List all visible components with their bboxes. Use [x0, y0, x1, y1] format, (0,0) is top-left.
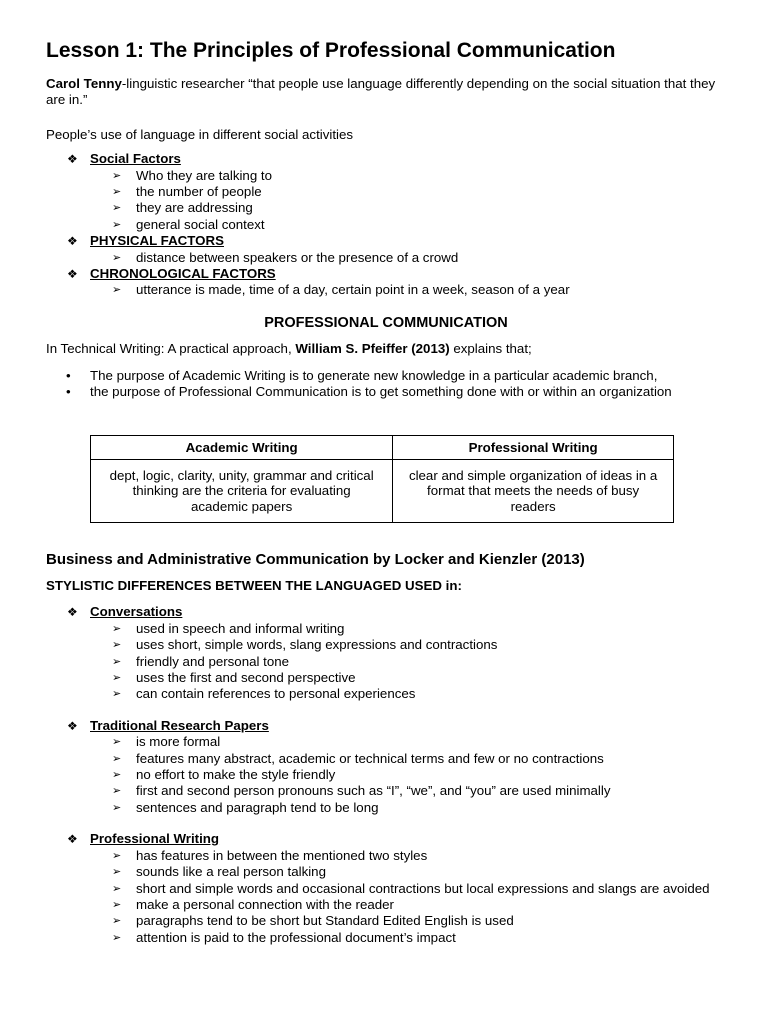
author-name: William S. Pfeiffer (2013) [295, 341, 450, 357]
arrow-bullet-icon: ➢ [112, 622, 122, 635]
table-cell: dept, logic, clarity, unity, grammar and critical thinking are the criteria for evaluating academic papers [91, 460, 393, 523]
factor-label: Social Factors [90, 151, 181, 167]
styles-list [46, 604, 726, 946]
arrow-bullet-icon: ➢ [112, 169, 122, 182]
list-item: ➢ the number of people [112, 184, 262, 200]
purpose-list [46, 368, 726, 401]
arrow-bullet-icon: ➢ [112, 801, 122, 814]
list-item: ➢ utterance is made, time of a day, certain point in a week, season of a year [112, 282, 570, 298]
factor-category [46, 233, 726, 249]
factors-list [46, 151, 726, 299]
diamond-bullet-icon: ❖ [67, 152, 78, 167]
list-item: • the purpose of Professional Communication is to get something done with or within an organization [66, 384, 672, 400]
style-items [46, 734, 726, 816]
factor-label: CHRONOLOGICAL FACTORS [90, 266, 276, 282]
arrow-bullet-icon: ➢ [112, 202, 122, 215]
list-item: ➢ paragraphs tend to be short but Standard Edited English is used [112, 913, 514, 929]
arrow-bullet-icon: ➢ [112, 866, 122, 879]
bullet-icon: • [66, 384, 71, 400]
factor-category [46, 151, 726, 167]
list-item: ➢ used in speech and informal writing [112, 620, 345, 636]
table-row [91, 460, 674, 523]
section-heading: PROFESSIONAL COMMUNICATION [264, 314, 508, 331]
arrow-bullet-icon: ➢ [112, 251, 122, 264]
style-items [46, 848, 726, 946]
author-name: Carol Tenny [46, 76, 122, 91]
style-items [46, 621, 726, 703]
diamond-bullet-icon: ❖ [67, 234, 78, 249]
diamond-bullet-icon: ❖ [67, 267, 78, 282]
list-item: ➢ no effort to make the style friendly [112, 767, 336, 783]
arrow-bullet-icon: ➢ [112, 218, 122, 231]
arrow-bullet-icon: ➢ [112, 849, 122, 862]
factor-items [46, 168, 726, 234]
arrow-bullet-icon: ➢ [112, 688, 122, 701]
arrow-bullet-icon: ➢ [112, 186, 122, 199]
style-label: Professional Writing [90, 831, 220, 847]
bullet-icon: • [66, 367, 71, 383]
table-header-row [91, 435, 674, 460]
page-title: Lesson 1: The Principles of Professional Communication [46, 39, 616, 62]
list-item: ➢ is more formal [112, 734, 221, 750]
style-category [46, 604, 726, 620]
list-item: ➢ has features in between the mentioned two styles [112, 847, 428, 863]
arrow-bullet-icon: ➢ [112, 639, 122, 652]
table-header: Academic Writing [91, 435, 393, 460]
pfeiffer-paragraph: In Technical Writing: A practical approach, William S. Pfeiffer (2013) explains that; [46, 341, 532, 357]
list-item: ➢ first and second person pronouns such as “I”, “we”, and “you” are used minimally [112, 783, 611, 799]
factor-label: PHYSICAL FACTORS [90, 233, 224, 249]
list-item: • The purpose of Academic Writing is to generate new knowledge in a particular academic branch, [66, 367, 658, 383]
document-page [46, 38, 726, 946]
section-title: Business and Administrative Communication by Locker and Kienzler (2013) [46, 551, 585, 568]
subsection-title: STYLISTIC DIFFERENCES BETWEEN THE LANGUAGED USED in: [46, 578, 462, 593]
diamond-bullet-icon: ❖ [67, 718, 78, 733]
comparison-table [90, 435, 674, 524]
style-label: Conversations [90, 604, 183, 620]
arrow-bullet-icon: ➢ [112, 284, 122, 297]
list-item: ➢ attention is paid to the professional document’s impact [112, 929, 456, 945]
list-item: ➢ features many abstract, academic or technical terms and few or no contractions [112, 750, 604, 766]
arrow-bullet-icon: ➢ [112, 785, 122, 798]
list-item: ➢ sounds like a real person talking [112, 864, 326, 880]
arrow-bullet-icon: ➢ [112, 931, 122, 944]
arrow-bullet-icon: ➢ [112, 769, 122, 782]
factor-items [46, 282, 726, 298]
list-item: ➢ general social context [112, 216, 265, 232]
factor-category [46, 266, 726, 282]
list-item: ➢ make a personal connection with the reader [112, 896, 394, 912]
list-item: ➢ distance between speakers or the presence of a crowd [112, 249, 459, 265]
list-item: ➢ friendly and personal tone [112, 653, 290, 669]
factor-items [46, 250, 726, 266]
list-item: ➢ short and simple words and occasional contractions but local expressions and slangs are avoided [112, 880, 710, 896]
table-header: Professional Writing [393, 435, 674, 460]
list-item: ➢ uses short, simple words, slang expressions and contractions [112, 637, 498, 653]
list-item: ➢ can contain references to personal experiences [112, 686, 416, 702]
arrow-bullet-icon: ➢ [112, 655, 122, 668]
diamond-bullet-icon: ❖ [67, 832, 78, 847]
list-item: ➢ sentences and paragraph tend to be long [112, 799, 379, 815]
arrow-bullet-icon: ➢ [112, 672, 122, 685]
style-category [46, 831, 726, 847]
diamond-bullet-icon: ❖ [67, 605, 78, 620]
arrow-bullet-icon: ➢ [112, 736, 122, 749]
table-cell: clear and simple organization of ideas in a format that meets the needs of busy readers [393, 460, 674, 523]
arrow-bullet-icon: ➢ [112, 882, 122, 895]
list-item: ➢ Who they are talking to [112, 167, 272, 183]
style-category [46, 718, 726, 734]
social-activities-line: People’s use of language in different social activities [46, 126, 354, 142]
arrow-bullet-icon: ➢ [112, 915, 122, 928]
arrow-bullet-icon: ➢ [112, 898, 122, 911]
style-label: Traditional Research Papers [90, 717, 269, 733]
intro-paragraph [46, 76, 726, 109]
arrow-bullet-icon: ➢ [112, 752, 122, 765]
intro-text: -linguistic researcher “that people use language differently depending on the social situation that they are in.” [46, 76, 716, 108]
list-item: ➢ uses the first and second perspective [112, 670, 356, 686]
list-item: ➢ they are addressing [112, 200, 253, 216]
